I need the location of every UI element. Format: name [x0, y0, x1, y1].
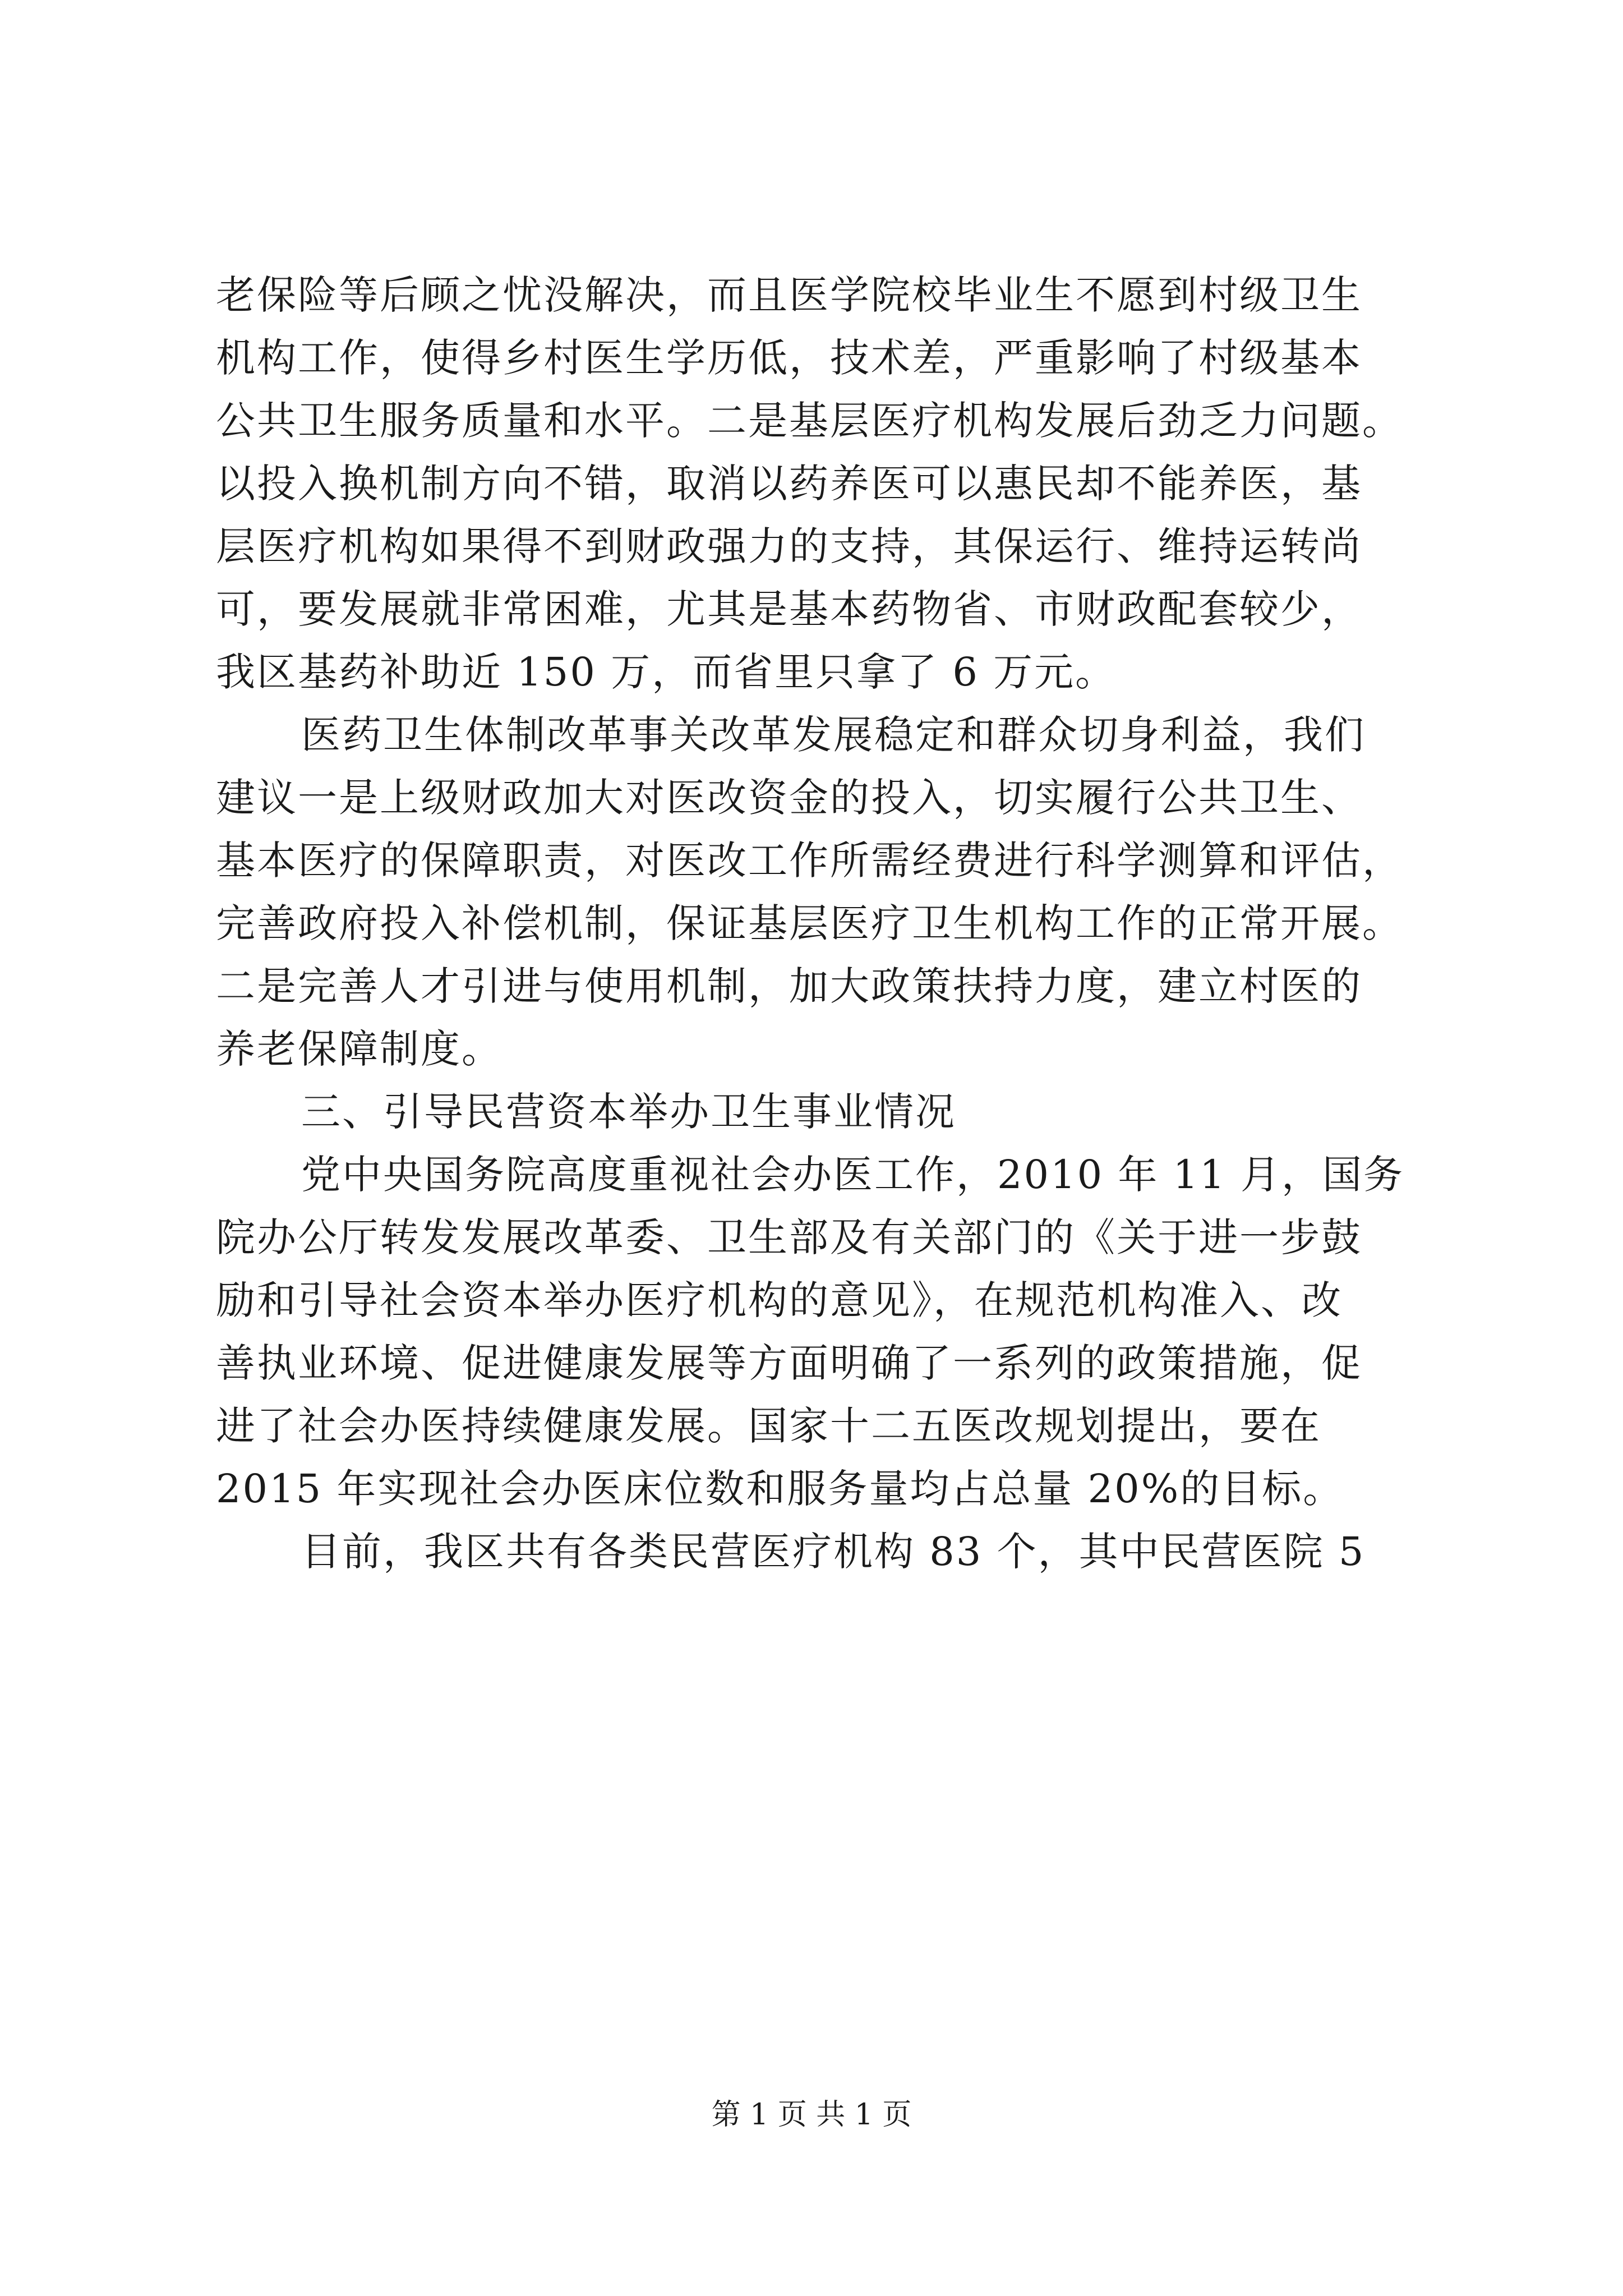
paragraph-start-line: 党中央国务院高度重视社会办医工作，2010 年 11 月，国务 — [301, 1152, 1404, 1198]
text-line: 我区基药补助近 150 万，而省里只拿了 6 万元。 — [216, 649, 1117, 695]
text-line: 2015 年实现社会办医床位数和服务量均占总量 20%的目标。 — [216, 1466, 1344, 1512]
document-body — [216, 264, 1422, 1583]
text-line: 进了社会办医持续健康发展。国家十二五医改规划提出，要在 — [216, 1403, 1321, 1449]
text-line: 善执业环境、促进健康发展等方面明确了一系列的政策措施，促 — [216, 1340, 1362, 1386]
text-line: 机构工作，使得乡村医生学历低，技术差，严重影响了村级基本 — [216, 335, 1362, 381]
section-heading: 三、引导民营资本举办卫生事业情况 — [301, 1089, 956, 1135]
text-line: 励和引导社会资本举办医疗机构的意见》，在规范机构准入、改 — [216, 1277, 1343, 1323]
text-line: 层医疗机构如果得不到财政强力的支持，其保运行、维持运转尚 — [216, 523, 1362, 569]
text-line: 建议一是上级财政加大对医改资金的投入，切实履行公共卫生、 — [216, 775, 1362, 821]
text-line: 公共卫生服务质量和水平。二是基层医疗机构发展后劲乏力问题。 — [216, 398, 1403, 444]
text-line: 完善政府投入补偿机制，保证基层医疗卫生机构工作的正常开展。 — [216, 900, 1403, 946]
text-line: 养老保障制度。 — [216, 1026, 502, 1072]
text-line: 基本医疗的保障职责，对医改工作所需经费进行科学测算和评估， — [216, 838, 1403, 884]
text-line: 可，要发展就非常困难，尤其是基本药物省、市财政配套较少， — [216, 586, 1362, 632]
text-line: 以投入换机制方向不错，取消以药养医可以惠民却不能养医，基 — [216, 461, 1362, 507]
paragraph-start-line: 目前，我区共有各类民营医疗机构 83 个，其中民营医院 5 — [301, 1529, 1366, 1575]
paragraph-start-line: 医药卫生体制改革事关改革发展稳定和群众切身利益，我们 — [301, 712, 1366, 758]
text-line: 二是完善人才引进与使用机制，加大政策扶持力度，建立村医的 — [216, 963, 1362, 1009]
page-footer: 第 1 页 共 1 页 — [711, 2098, 912, 2132]
text-line: 院办公厅转发发展改革委、卫生部及有关部门的《关于进一步鼓 — [216, 1214, 1362, 1260]
text-line: 老保险等后顾之忧没解决，而且医学院校毕业生不愿到村级卫生 — [216, 272, 1362, 318]
